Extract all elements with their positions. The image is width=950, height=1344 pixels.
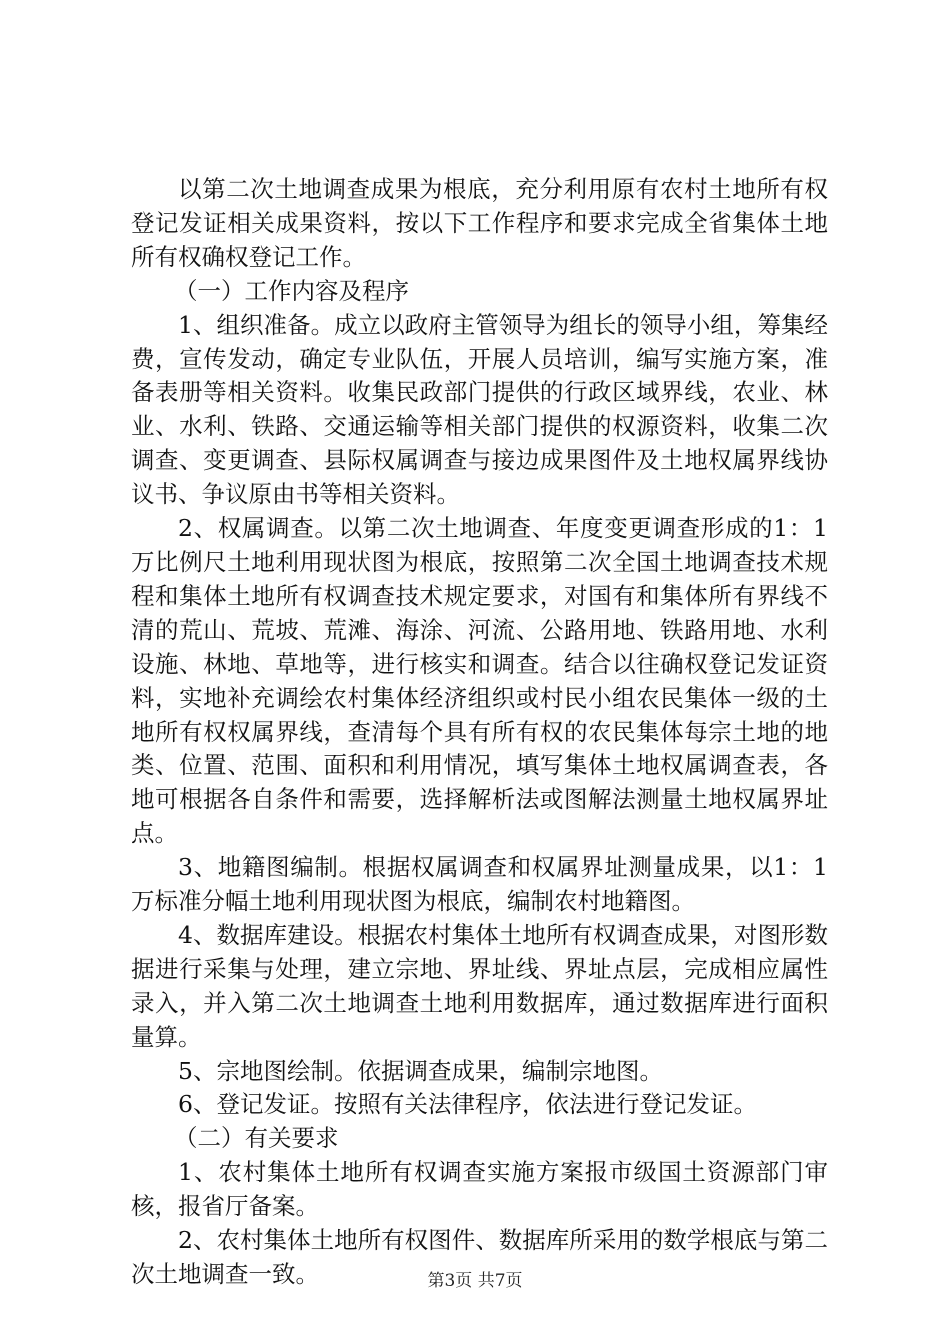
paragraph-cadastral-map: 3、地籍图编制。根据权属调查和权属界址测量成果，以1：1万标准分幅土地利用现状图为根底，编制农村地籍图。 xyxy=(131,853,828,916)
paragraph-database-build: 4、数据库建设。根据农村集体土地所有权调查成果，对图形数据进行采集与处理，建立宗地、界址线、界址点层，完成相应属性录入，并入第二次土地调查土地利用数据库，通过数据库进行面积量算。 xyxy=(131,920,828,1051)
section-heading-work-content: （一）工作内容及程序 xyxy=(174,276,409,305)
paragraph-registration: 6、登记发证。按照有关法律程序，依法进行登记发证。 xyxy=(178,1090,757,1119)
document-body xyxy=(131,173,828,1292)
paragraph-ownership-survey: 2、权属调查。以第二次土地调查、年度变更调查形成的1：1万比例尺土地利用现状图为根底，按照第二次全国土地调查技术规程和集体土地所有权调查技术规定要求，对国有和集体所有界线不清的荒山、荒坡、荒滩、海涂、河流、公路用地、铁路用地、水利设施、林地、草地等，进行核实和调查。结合以往确权登记发证资料，实地补充调绘农村集体经济组织或村民小组农民集体一级的土地所有权权属界线，查清每个具有所有权的农民集体每宗土地的地类、位置、范围、面积和利用情况，填写集体土地权属调查表，各地可根据各自条件和需要，选择解析法或图解法测量土地权属界址点。 xyxy=(131,514,828,848)
paragraph-parcel-map: 5、宗地图绘制。依据调查成果，编制宗地图。 xyxy=(178,1056,663,1085)
paragraph-requirement-1: 1、农村集体土地所有权调查实施方案报市级国土资源部门审核，报省厅备案。 xyxy=(131,1158,828,1221)
paragraph-organization-prep: 1、组织准备。成立以政府主管领导为组长的领导小组，筹集经费，宣传发动，确定专业队伍，开展人员培训，编写实施方案，准备表册等相关资料。收集民政部门提供的行政区域界线，农业、林业、水利、铁路、交通运输等相关部门提供的权源资料，收集二次调查、变更调查、县际权属调查与接边成果图件及土地权属界线协议书、争议原由书等相关资料。 xyxy=(131,310,828,509)
paragraph-intro: 以第二次土地调查成果为根底，充分利用原有农村土地所有权登记发证相关成果资料，按以下工作程序和要求完成全省集体土地所有权确权登记工作。 xyxy=(131,175,828,271)
page-number-footer: 第3页 共7页 xyxy=(427,1271,523,1291)
section-heading-requirements: （二）有关要求 xyxy=(174,1124,339,1153)
paragraph-requirement-2: 2、农村集体土地所有权图件、数据库所采用的数学根底与第二次土地调查一致。 xyxy=(131,1226,828,1288)
